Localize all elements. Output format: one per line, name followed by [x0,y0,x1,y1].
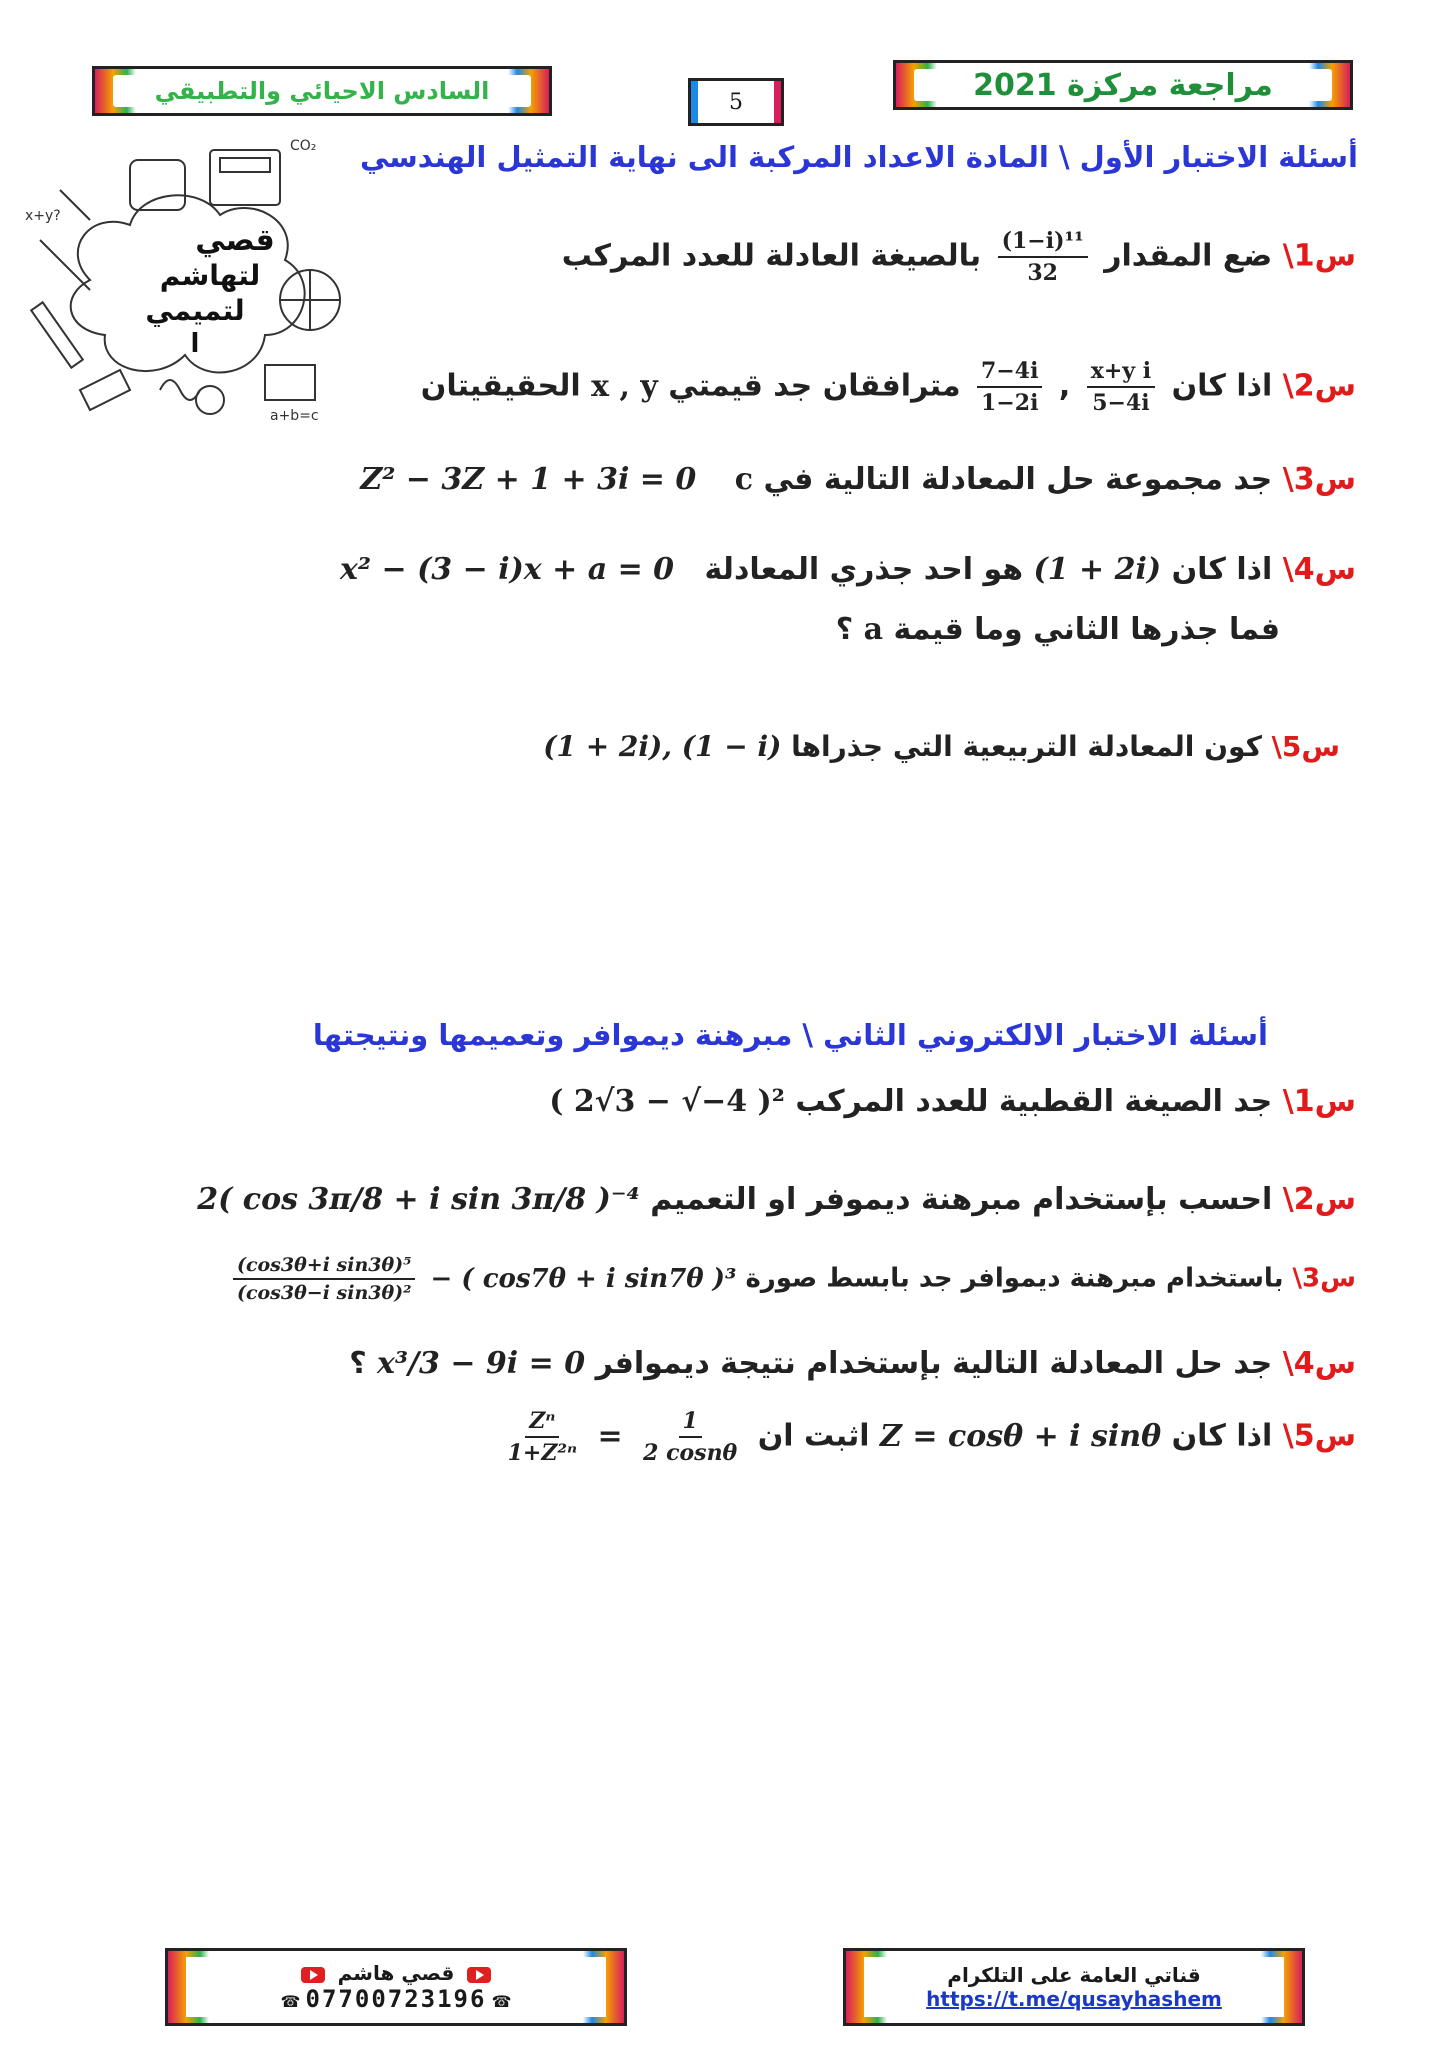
s1-q2-fraction-1 [1087,358,1155,416]
s2-q5-rhs-den: 2 cosnθ [643,1440,738,1466]
s1-q5-number: س5\ [1271,730,1340,763]
header-title: مراجعة مركزة 2021 [973,67,1273,103]
s2-q4-text: جد حل المعادلة التالية بإستخدام نتيجة ديموافر [595,1346,1273,1381]
s1-q4-qmark: ؟ [835,612,854,647]
s1-q5-roots: (1 + 2i), (1 − i) [543,730,782,763]
s1-question-1 [562,228,1356,286]
s1-q3-equation: Z² − 3Z + 1 + 3i = 0 [360,462,697,497]
s2-question-1 [549,1084,1356,1119]
s2-q5-equals: = [597,1418,623,1454]
s1-q4-line2: فما جذرها الثاني وما قيمة [893,612,1280,647]
s2-q1-number: س1\ [1282,1084,1356,1119]
s2-q5-number: س5\ [1282,1418,1356,1454]
footer-telegram-label: قناتي العامة على التلكرام [947,1963,1201,1987]
s1-q2-vars: x , y [591,368,658,404]
footer-channel [295,1961,498,1985]
s2-q4-qmark: ؟ [349,1346,367,1381]
footer-phone: 07700723196 [305,1985,487,2013]
s2-q5-expr: Z = cosθ + i sinθ [880,1418,1162,1454]
s2-question-4 [349,1346,1356,1381]
s2-q3-number: س3\ [1292,1263,1356,1294]
s2-q3-fraction [233,1254,416,1304]
s1-q2-f2-num: 7−4i [977,358,1042,388]
s1-question-3 [360,462,1356,497]
footer-telegram-box [843,1948,1305,2026]
section1-title: أسئلة الاختبار الأول \ المادة الاعداد المركبة الى نهاية التمثيل الهندسي [359,140,1358,174]
s2-q3-frac-num: (cos3θ+i sin3θ)⁵ [233,1254,416,1280]
s1-q2-text2: مترافقان جد قيمتي [668,368,961,404]
stamp-line-3: لتميمي [145,294,245,327]
school-doodle-illustration [20,130,350,440]
svg-text:x+y?: x+y? [25,208,61,224]
s2-q1-expr: ( 2√3 − √−4 )² [549,1084,785,1119]
s1-q1-frac-den: 32 [1027,260,1058,286]
footer-channel-name: قصي هاشم [337,1961,455,1985]
header-grade-box [92,66,552,116]
youtube-icon [467,1967,491,1983]
s1-q3-set: c [734,462,753,497]
s2-q5-text1: اذا كان [1171,1418,1273,1454]
youtube-icon [301,1967,325,1983]
s2-q1-text: جد الصيغة القطبية للعدد المركب [795,1084,1273,1119]
s1-q3-text: جد مجموعة حل المعادلة التالية في [763,462,1273,497]
s1-q1-fraction [998,228,1088,286]
s1-q1-text: ضع المقدار [1104,238,1273,274]
s1-question-5 [543,730,1340,763]
s2-q3-frac-den: (cos3θ−i sin3θ)² [236,1282,412,1304]
header-grade: السادس الاحيائي والتطبيقي [154,77,490,105]
s1-question-2 [421,358,1356,416]
page-number-box [688,78,784,126]
telegram-link[interactable]: https://t.me/qusayhashem [926,1987,1222,2011]
s1-q4-text1: اذا كان [1171,552,1273,587]
s1-q4-var: a [863,612,884,647]
s1-q2-fraction-2 [977,358,1042,416]
s2-q5-lhs-den: 1+Z²ⁿ [507,1440,578,1466]
s1-q4-number: س4\ [1282,552,1356,587]
stamp-line-4: ا [190,329,200,359]
stamp-line-2: لتهاشم [159,259,261,292]
s2-question-2 [197,1182,1356,1217]
s1-q2-text1: اذا كان [1171,368,1273,404]
s1-q2-f1-num: x+y i [1087,358,1155,388]
s1-q5-text: كون المعادلة التربيعية التي جذراها [791,730,1262,763]
s1-q3-number: س3\ [1282,462,1356,497]
header-title-box [893,60,1353,110]
s1-q4-root: (1 + 2i) [1033,552,1162,587]
s2-question-5 [498,1408,1356,1466]
s1-question-4-line2 [836,612,1280,647]
footer-contact-box [165,1948,627,2026]
s2-q5-lhs-num: Zⁿ [525,1408,559,1438]
s1-q2-f2-den: 1−2i [981,390,1039,416]
s2-q5-text2: اثبت ان [757,1418,870,1454]
phone-icon: ☎ [491,1992,512,2011]
phone-icon: ☎ [280,1992,301,2011]
svg-text:CO₂: CO₂ [290,138,317,154]
s1-q1-number: س1\ [1282,238,1356,274]
footer-phone-row [280,1985,511,2013]
s2-q4-number: س4\ [1282,1346,1356,1381]
s2-q5-rhs-num: 1 [679,1408,702,1438]
s1-q4-equation: x² − (3 − i)x + a = 0 [340,552,675,587]
s1-q4-text2: هو احد جذري المعادلة [704,552,1024,587]
s1-question-4 [340,552,1356,587]
s1-q2-f1-den: 5−4i [1092,390,1150,416]
s1-q2-comma: , [1058,368,1071,404]
stamp-line-1: قصي [195,223,275,258]
section2-title: أسئلة الاختبار الالكتروني الثاني \ مبرهنة ديموافر وتعميمها ونتيجتها [312,1018,1268,1052]
s2-q5-lhs-fraction [504,1408,582,1466]
s2-q2-number: س2\ [1282,1182,1356,1217]
s1-q1-frac-num: (1−i)¹¹ [998,228,1088,258]
s1-q2-text3: الحقيقيتان [420,368,581,404]
page-number: 5 [719,90,753,115]
s2-q2-text: احسب بإستخدام مبرهنة ديموفر او التعميم [650,1182,1273,1217]
s2-q2-expr: 2( cos 3π/8 + i sin 3π/8 )⁻⁴ [197,1182,640,1217]
s2-q4-expr: x³/3 − 9i = 0 [377,1346,586,1381]
s2-question-3 [227,1254,1356,1304]
s2-q3-text: باستخدام مبرهنة ديموافر جد بابسط صورة [745,1263,1284,1294]
s1-q1-text2: بالصيغة العادلة للعدد المركب [561,238,982,274]
s2-q3-expr: − ( cos7θ + i sin7θ )³ [430,1263,737,1294]
s1-q2-number: س2\ [1282,368,1356,404]
s2-q5-rhs-fraction [639,1408,741,1466]
svg-text:a+b=c: a+b=c [270,408,319,424]
